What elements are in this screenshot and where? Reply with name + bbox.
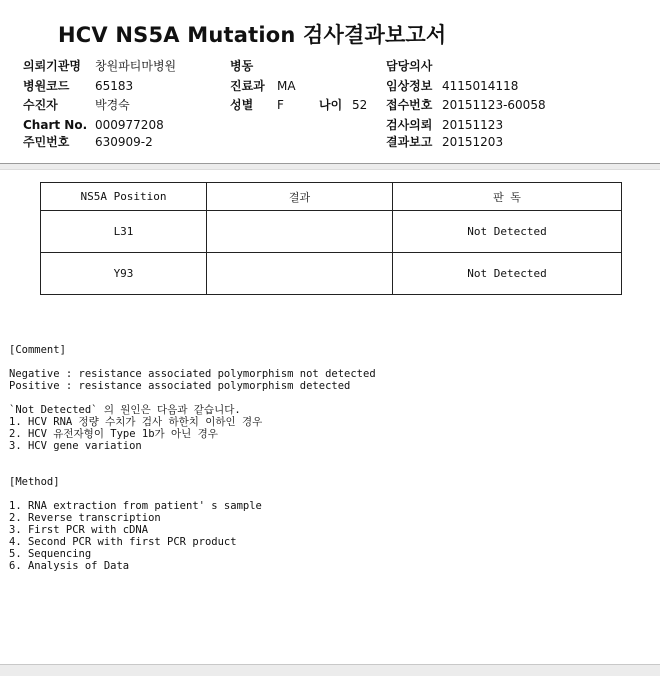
label-age: 나이 bbox=[319, 98, 343, 112]
header-divider bbox=[0, 163, 660, 170]
value-clinical-info: 4115014118 bbox=[442, 79, 519, 93]
cell-result bbox=[207, 211, 393, 253]
method-step-5: 5. Sequencing bbox=[9, 548, 92, 560]
method-step-4: 4. Second PCR with first PCR product bbox=[9, 536, 237, 548]
label-attending-doctor: 담당의사 bbox=[386, 59, 433, 73]
label-clinical-info: 임상정보 bbox=[386, 79, 433, 93]
table-row bbox=[41, 211, 622, 253]
value-chart-no: 000977208 bbox=[95, 118, 164, 132]
value-patient-name: 박경숙 bbox=[95, 98, 130, 112]
method-step-6: 6. Analysis of Data bbox=[9, 560, 130, 572]
value-test-request-date: 20151123 bbox=[442, 118, 504, 132]
comment-cause-intro: `Not Detected` 의 원인은 다음과 같습니다. bbox=[9, 404, 241, 416]
comment-positive: Positive : resistance associated polymorphism detected bbox=[9, 380, 351, 392]
comment-negative: Negative : resistance associated polymorphism not detected bbox=[9, 368, 376, 380]
report-title: HCV NS5A Mutation 검사결과보고서 bbox=[58, 23, 447, 47]
table-header-row bbox=[41, 183, 622, 211]
value-sex: F bbox=[277, 98, 284, 112]
value-resident-number: 630909-2 bbox=[95, 135, 153, 149]
label-report-date: 결과보고 bbox=[386, 135, 433, 149]
method-step-2: 2. Reverse transcription bbox=[9, 512, 161, 524]
comment-cause-2: 2. HCV 유전자형이 Type 1b가 아닌 경우 bbox=[9, 428, 218, 440]
column-header-interpretation: 판 독 bbox=[393, 183, 622, 211]
label-requesting-institution: 의뢰기관명 bbox=[23, 59, 81, 73]
value-age: 52 bbox=[352, 98, 368, 112]
label-ward: 병동 bbox=[230, 59, 254, 73]
comment-cause-1: 1. HCV RNA 정량 수치가 검사 하한치 이하인 경우 bbox=[9, 416, 263, 428]
method-step-3: 3. First PCR with cDNA bbox=[9, 524, 149, 536]
comment-heading: [Comment] bbox=[9, 344, 66, 356]
footer-divider bbox=[0, 664, 660, 676]
column-header-result: 결과 bbox=[207, 183, 393, 211]
value-receipt-number: 20151123-60058 bbox=[442, 98, 546, 112]
label-department: 진료과 bbox=[230, 79, 265, 93]
label-test-request-date: 검사의뢰 bbox=[386, 118, 433, 132]
label-resident-number: 주민번호 bbox=[23, 135, 70, 149]
value-requesting-institution: 창원파티마병원 bbox=[95, 59, 177, 73]
comment-cause-3: 3. HCV gene variation bbox=[9, 440, 142, 452]
cell-position: Y93 bbox=[41, 253, 207, 295]
cell-position: L31 bbox=[41, 211, 207, 253]
cell-interpretation: Not Detected bbox=[393, 211, 622, 253]
column-header-position: NS5A Position bbox=[41, 183, 207, 211]
label-patient-name: 수진자 bbox=[23, 98, 58, 112]
method-step-1: 1. RNA extraction from patient' s sample bbox=[9, 500, 262, 512]
label-receipt-number: 접수번호 bbox=[386, 98, 433, 112]
value-hospital-code: 65183 bbox=[95, 79, 134, 93]
label-chart-no: Chart No. bbox=[23, 118, 88, 132]
table-row bbox=[41, 253, 622, 295]
label-sex: 성별 bbox=[230, 98, 254, 112]
value-department: MA bbox=[277, 79, 296, 93]
method-heading: [Method] bbox=[9, 476, 60, 488]
label-hospital-code: 병원코드 bbox=[23, 79, 70, 93]
cell-result bbox=[207, 253, 393, 295]
cell-interpretation: Not Detected bbox=[393, 253, 622, 295]
results-table bbox=[40, 182, 622, 295]
value-report-date: 20151203 bbox=[442, 135, 504, 149]
